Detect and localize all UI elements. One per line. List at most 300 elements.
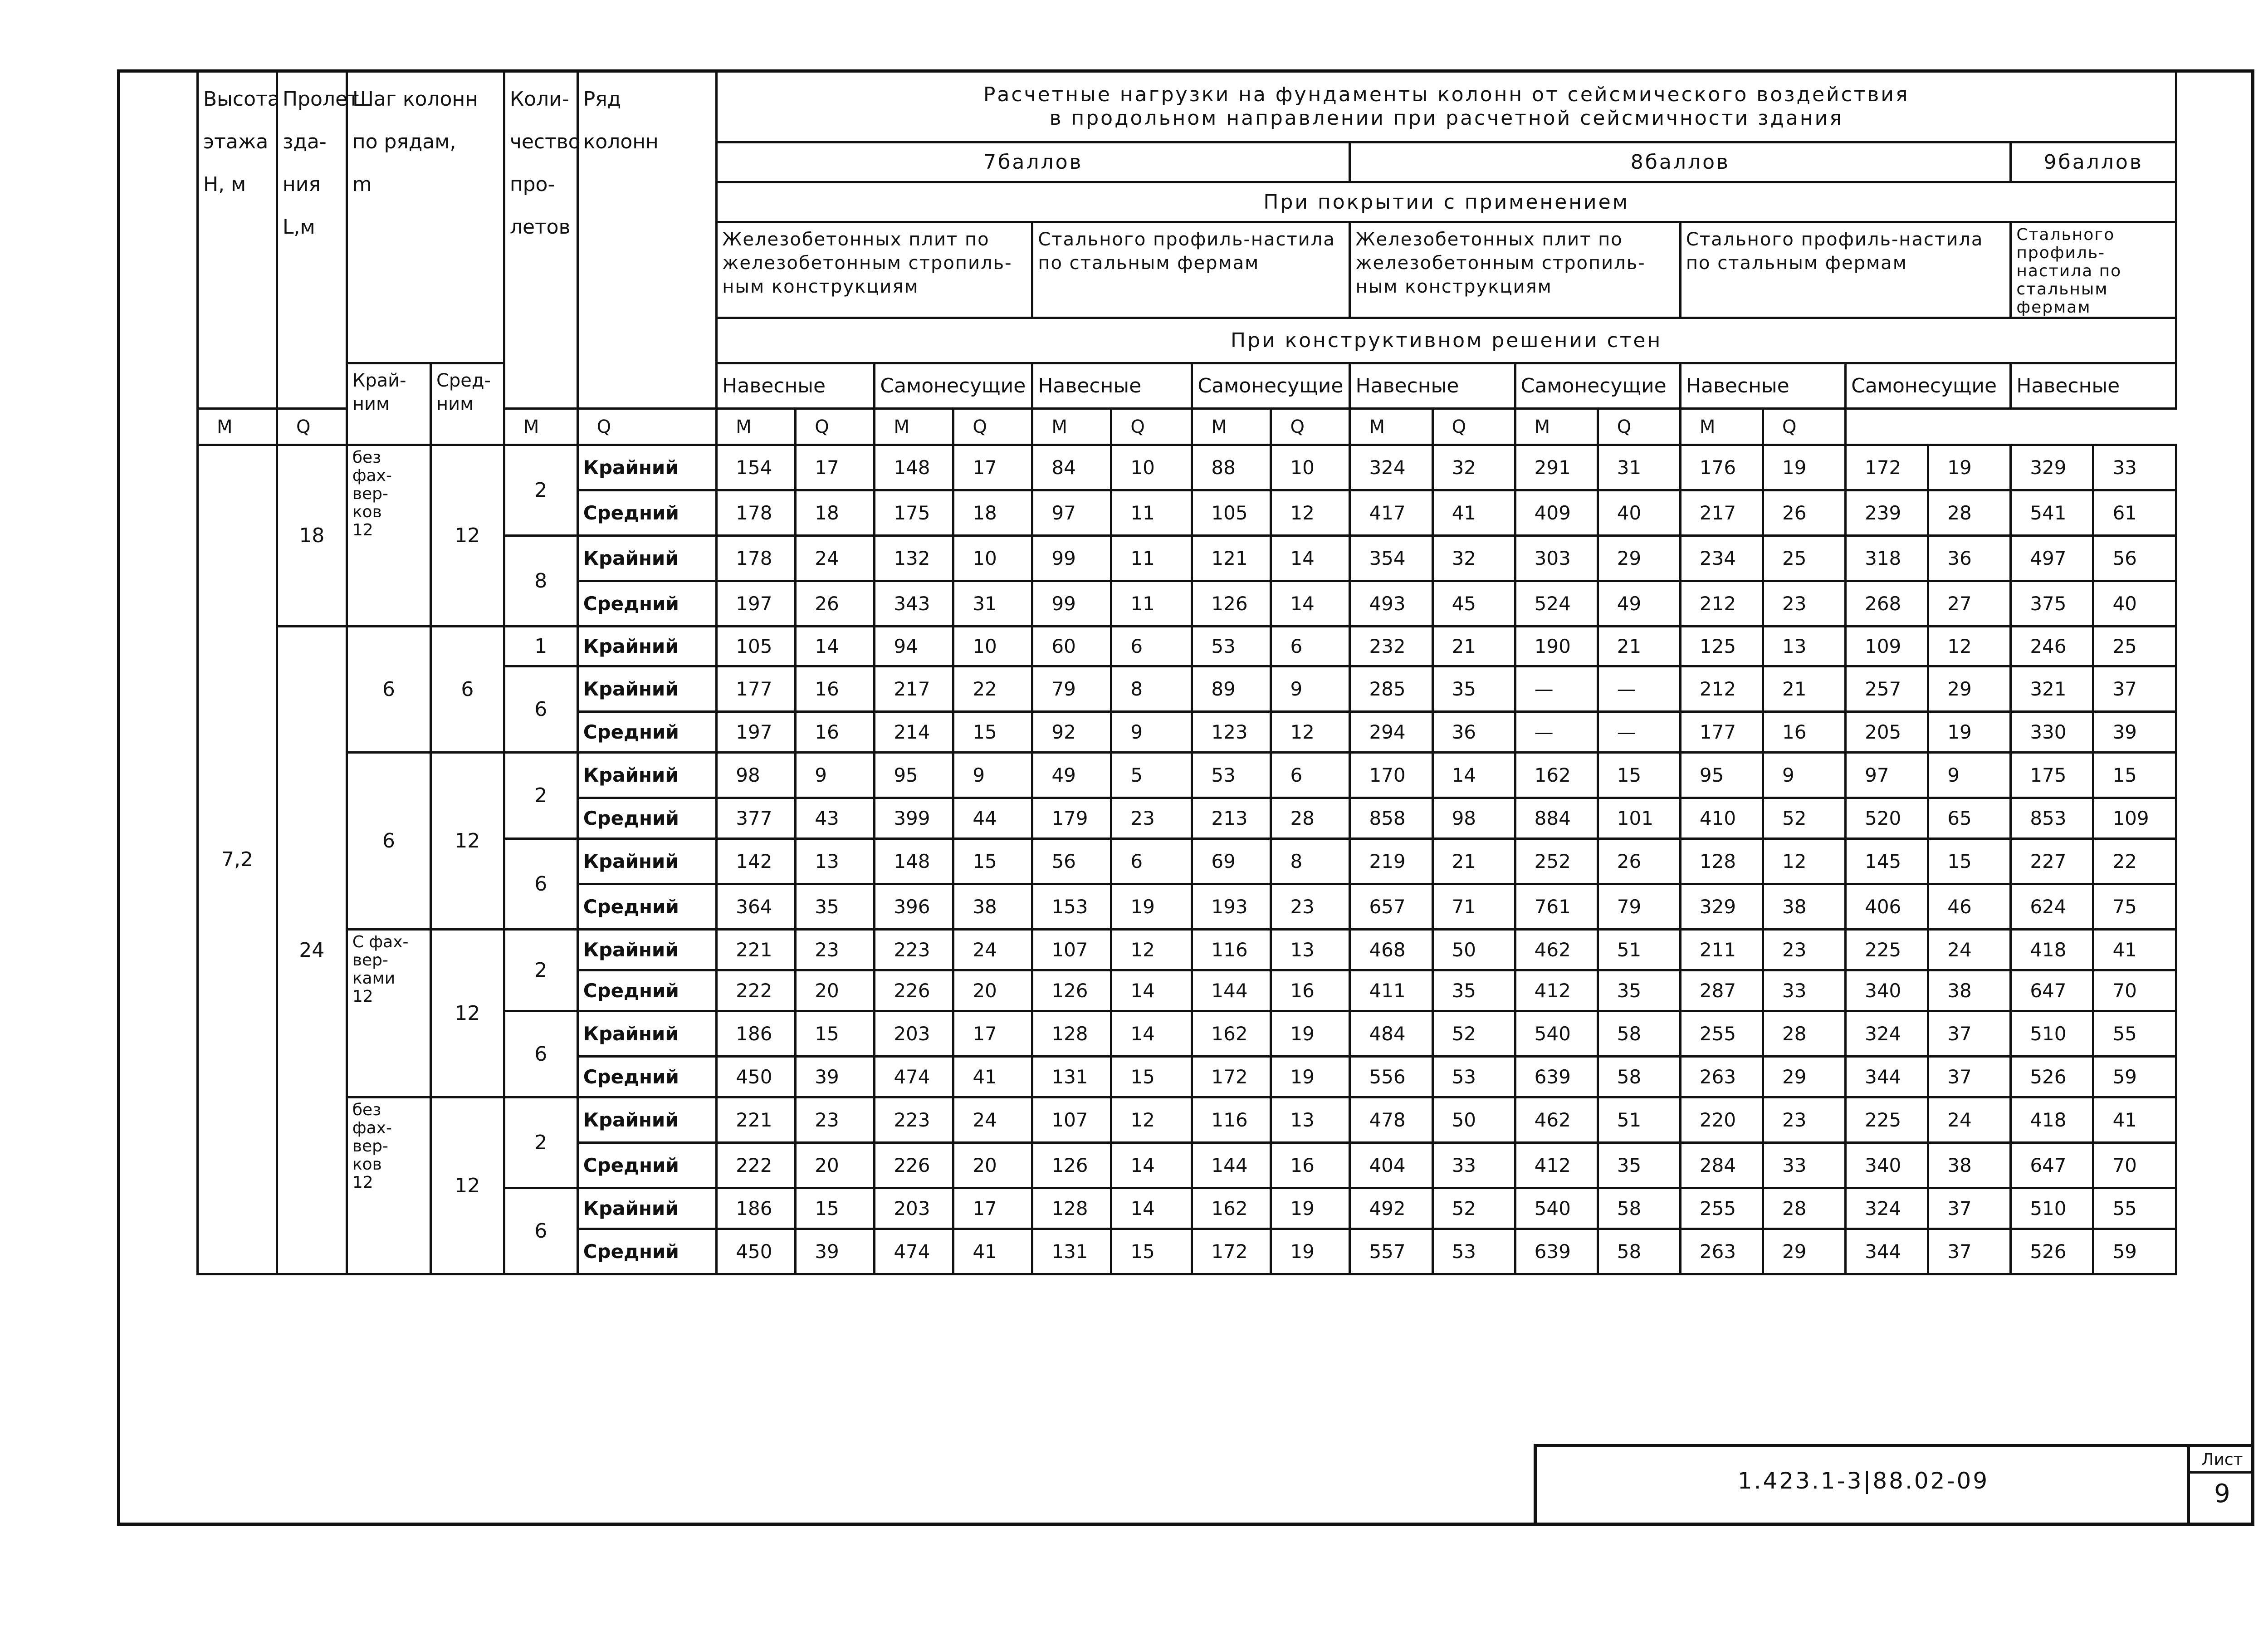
value-moment: 540 [1515, 1188, 1598, 1229]
value-moment: 364 [717, 884, 796, 930]
header-wall-type: Навесные [1032, 363, 1192, 409]
value-shear: 37 [2093, 666, 2176, 712]
value-shear: 10 [953, 536, 1032, 581]
header-column-row: Ряд колонн [577, 71, 717, 409]
value-shear: 14 [1271, 581, 1350, 627]
value-shear: 33 [1432, 1143, 1515, 1188]
row-position-label: Крайний [577, 536, 717, 581]
value-shear: 19 [1928, 712, 2011, 753]
value-moment: 153 [1032, 884, 1111, 930]
row-position-label: Средний [577, 798, 717, 839]
value-shear: 6 [1271, 753, 1350, 798]
row-position-label: Средний [577, 712, 717, 753]
value-shear: 37 [1928, 1188, 2011, 1229]
value-moment: 510 [2011, 1011, 2093, 1057]
value-moment: 92 [1032, 712, 1111, 753]
value-moment: 340 [1846, 1143, 1928, 1188]
value-shear: 37 [1928, 1229, 2011, 1274]
value-shear: 12 [1271, 490, 1350, 536]
value-moment: 205 [1846, 712, 1928, 753]
value-shear: 14 [796, 627, 875, 666]
value-moment: 94 [875, 627, 953, 666]
value-moment: 227 [2011, 839, 2093, 884]
value-moment: 49 [1032, 753, 1111, 798]
value-shear: 51 [1598, 1097, 1680, 1143]
value-shear: 12 [1111, 1097, 1192, 1143]
value-shear: 19 [1271, 1188, 1350, 1229]
group-count-2: 2 [504, 930, 577, 1011]
value-moment: 89 [1192, 666, 1271, 712]
group-span-18: 18 [277, 445, 347, 627]
header-moment: M [875, 409, 953, 445]
value-moment: 257 [1846, 666, 1928, 712]
value-shear: 12 [1111, 930, 1192, 970]
header-shear: Q [1763, 409, 1846, 445]
value-shear: 109 [2093, 798, 2176, 839]
value-moment: 145 [1846, 839, 1928, 884]
value-moment: 197 [717, 581, 796, 627]
header-table-title: Расчетные нагрузки на фундаменты колонн от сейсмического воздействия в продольном направлении при расчетной сейсмичности здания [717, 71, 2176, 142]
value-moment: 109 [1846, 627, 1928, 666]
value-moment: 263 [1680, 1229, 1763, 1274]
row-position-label: Средний [577, 1057, 717, 1097]
value-shear: 32 [1432, 445, 1515, 490]
value-moment: 232 [1350, 627, 1432, 666]
value-moment: 148 [875, 839, 953, 884]
group-count-2: 2 [504, 445, 577, 536]
value-moment: 284 [1680, 1143, 1763, 1188]
value-moment: 450 [717, 1229, 796, 1274]
value-moment: 239 [1846, 490, 1928, 536]
value-moment: 97 [1846, 753, 1928, 798]
value-moment: 172 [1846, 445, 1928, 490]
group-count-1: 1 [504, 627, 577, 666]
group-step-mid-6: 6 [430, 627, 504, 753]
header-wall-type: Навесные [717, 363, 875, 409]
value-moment: 853 [2011, 798, 2093, 839]
value-moment: 116 [1192, 1097, 1271, 1143]
header-cover-type: Стального профиль-настила по стальным фермам [1680, 222, 2010, 318]
value-moment: 105 [717, 627, 796, 666]
group-step-edge-6: 6 [347, 627, 430, 753]
value-shear: 15 [796, 1188, 875, 1229]
value-shear: 20 [953, 970, 1032, 1011]
group-step-mid-12: 12 [430, 930, 504, 1097]
value-shear: 26 [1598, 839, 1680, 884]
value-shear: 19 [1928, 445, 2011, 490]
value-moment: — [1515, 712, 1598, 753]
value-shear: 15 [953, 712, 1032, 753]
value-shear: 33 [2093, 445, 2176, 490]
row-position-label: Крайний [577, 1188, 717, 1229]
group-floor-height: 7,2 [198, 445, 277, 1274]
header-cover-type: Железобетонных плит по железобетонным стропиль-ным конструкциям [1350, 222, 1680, 318]
value-moment: — [1515, 666, 1598, 712]
value-moment: 412 [1515, 1143, 1598, 1188]
value-moment: 175 [875, 490, 953, 536]
value-shear: 39 [796, 1229, 875, 1274]
value-moment: 541 [2011, 490, 2093, 536]
value-moment: 125 [1680, 627, 1763, 666]
value-moment: 418 [2011, 930, 2093, 970]
value-shear: 39 [2093, 712, 2176, 753]
value-moment: 107 [1032, 1097, 1111, 1143]
value-shear: 36 [1928, 536, 2011, 581]
value-moment: 131 [1032, 1057, 1111, 1097]
value-moment: 246 [2011, 627, 2093, 666]
value-shear: 20 [796, 1143, 875, 1188]
group-step-mid-12: 12 [430, 1097, 504, 1274]
row-position-label: Средний [577, 970, 717, 1011]
value-moment: 324 [1846, 1188, 1928, 1229]
value-moment: 179 [1032, 798, 1111, 839]
value-moment: 193 [1192, 884, 1271, 930]
value-moment: 221 [717, 930, 796, 970]
value-moment: 492 [1350, 1188, 1432, 1229]
value-shear: 52 [1432, 1188, 1515, 1229]
header-shear: Q [1271, 409, 1350, 445]
group-count-8: 8 [504, 536, 577, 627]
value-shear: 9 [953, 753, 1032, 798]
value-moment: 468 [1350, 930, 1432, 970]
header-wall-type: Навесные [1680, 363, 1845, 409]
group-count-6: 6 [504, 666, 577, 753]
value-shear: 16 [1763, 712, 1846, 753]
value-moment: 126 [1192, 581, 1271, 627]
value-shear: 25 [1763, 536, 1846, 581]
value-shear: 38 [1763, 884, 1846, 930]
value-shear: 33 [1763, 970, 1846, 1011]
value-shear: 23 [1763, 930, 1846, 970]
value-moment: 462 [1515, 1097, 1598, 1143]
value-moment: 647 [2011, 1143, 2093, 1188]
value-shear: 49 [1598, 581, 1680, 627]
value-moment: 60 [1032, 627, 1111, 666]
group-count-2: 2 [504, 1097, 577, 1188]
value-shear: 41 [2093, 930, 2176, 970]
value-shear: 20 [953, 1143, 1032, 1188]
value-shear: 51 [1598, 930, 1680, 970]
header-wall-type: Самонесущие [1192, 363, 1350, 409]
value-shear: 40 [1598, 490, 1680, 536]
value-shear: 36 [1432, 712, 1515, 753]
header-column-step: Шаг колонн по рядам, m [347, 71, 504, 363]
value-moment: 162 [1192, 1011, 1271, 1057]
header-moment: M [1350, 409, 1432, 445]
value-moment: 399 [875, 798, 953, 839]
value-moment: 557 [1350, 1229, 1432, 1274]
value-shear: 15 [953, 839, 1032, 884]
value-moment: 418 [2011, 1097, 2093, 1143]
value-shear: 35 [1432, 970, 1515, 1011]
value-shear: 33 [1763, 1143, 1846, 1188]
value-moment: 132 [875, 536, 953, 581]
value-shear: 13 [1271, 1097, 1350, 1143]
value-moment: 377 [717, 798, 796, 839]
header-wall-type: Самонесущие [875, 363, 1032, 409]
header-wall-type: Самонесущие [1515, 363, 1680, 409]
header-intensity-8: 8баллов [1350, 142, 2011, 182]
value-moment: 217 [875, 666, 953, 712]
value-shear: 19 [1271, 1011, 1350, 1057]
value-shear: 22 [2093, 839, 2176, 884]
row-position-label: Крайний [577, 666, 717, 712]
value-moment: 526 [2011, 1057, 2093, 1097]
value-moment: 474 [875, 1057, 953, 1097]
value-shear: 6 [1111, 627, 1192, 666]
title-block-code-cell [1534, 1444, 2187, 1526]
value-moment: 354 [1350, 536, 1432, 581]
value-moment: 154 [717, 445, 796, 490]
value-shear: 11 [1111, 490, 1192, 536]
value-shear: 15 [2093, 753, 2176, 798]
value-shear: 37 [1928, 1057, 2011, 1097]
value-shear: 28 [1271, 798, 1350, 839]
value-moment: 219 [1350, 839, 1432, 884]
sheet-number: 9 [2214, 1479, 2230, 1508]
value-shear: 21 [1598, 627, 1680, 666]
value-shear: 24 [953, 930, 1032, 970]
value-shear: 35 [1432, 666, 1515, 712]
value-moment: 411 [1350, 970, 1432, 1011]
value-shear: 38 [953, 884, 1032, 930]
header-wall-type: Навесные [2011, 363, 2176, 409]
value-moment: 225 [1846, 1097, 1928, 1143]
value-shear: 15 [1111, 1057, 1192, 1097]
value-shear: 46 [1928, 884, 2011, 930]
value-moment: 340 [1846, 970, 1928, 1011]
value-moment: 170 [1350, 753, 1432, 798]
value-shear: 58 [1598, 1057, 1680, 1097]
row-position-label: Крайний [577, 445, 717, 490]
header-step-middle: Сред- ним [430, 363, 504, 445]
value-moment: 131 [1032, 1229, 1111, 1274]
value-shear: 11 [1111, 536, 1192, 581]
value-shear: 8 [1271, 839, 1350, 884]
value-moment: 186 [717, 1011, 796, 1057]
value-shear: 28 [1763, 1011, 1846, 1057]
value-shear: 17 [796, 445, 875, 490]
value-moment: 121 [1192, 536, 1271, 581]
value-shear: 5 [1111, 753, 1192, 798]
value-shear: 98 [1432, 798, 1515, 839]
value-moment: 639 [1515, 1057, 1598, 1097]
header-moment: M [1192, 409, 1271, 445]
value-moment: 213 [1192, 798, 1271, 839]
value-moment: 639 [1515, 1229, 1598, 1274]
value-shear: 29 [1763, 1229, 1846, 1274]
value-shear: 41 [2093, 1097, 2176, 1143]
value-shear: 15 [1111, 1229, 1192, 1274]
value-moment: 84 [1032, 445, 1111, 490]
value-moment: 186 [717, 1188, 796, 1229]
value-moment: 417 [1350, 490, 1432, 536]
value-moment: 255 [1680, 1188, 1763, 1229]
value-shear: 24 [1928, 930, 2011, 970]
value-shear: 31 [1598, 445, 1680, 490]
row-position-label: Крайний [577, 627, 717, 666]
value-shear: — [1598, 666, 1680, 712]
value-shear: 14 [1111, 1011, 1192, 1057]
value-shear: 13 [796, 839, 875, 884]
value-moment: 107 [1032, 930, 1111, 970]
header-cover-type: Стального профиль-настила по стальным фермам [1032, 222, 1350, 318]
value-shear: 14 [1111, 1188, 1192, 1229]
value-moment: 263 [1680, 1057, 1763, 1097]
value-moment: 223 [875, 1097, 953, 1143]
row-position-label: Крайний [577, 1097, 717, 1143]
value-moment: 462 [1515, 930, 1598, 970]
group-step-with-fachwerk: С фах- вер- ками 12 [347, 930, 430, 1097]
value-moment: 144 [1192, 970, 1271, 1011]
value-shear: 9 [1763, 753, 1846, 798]
value-moment: 291 [1515, 445, 1598, 490]
value-moment: 190 [1515, 627, 1598, 666]
value-moment: 450 [717, 1057, 796, 1097]
header-wall-type: Самонесущие [1846, 363, 2011, 409]
value-shear: 29 [1763, 1057, 1846, 1097]
header-span-count: Коли- чество про- летов [504, 71, 577, 409]
value-moment: 223 [875, 930, 953, 970]
value-moment: 175 [2011, 753, 2093, 798]
value-shear: 23 [1111, 798, 1192, 839]
value-moment: 226 [875, 1143, 953, 1188]
value-moment: 225 [1846, 930, 1928, 970]
value-moment: 409 [1515, 490, 1598, 536]
value-shear: 52 [1432, 1011, 1515, 1057]
value-moment: 294 [1350, 712, 1432, 753]
value-shear: 10 [953, 627, 1032, 666]
value-moment: 162 [1192, 1188, 1271, 1229]
value-shear: 45 [1432, 581, 1515, 627]
value-shear: 11 [1111, 581, 1192, 627]
value-shear: 58 [1598, 1188, 1680, 1229]
value-moment: 252 [1515, 839, 1598, 884]
value-shear: 13 [1763, 627, 1846, 666]
value-shear: 9 [1928, 753, 2011, 798]
value-moment: 404 [1350, 1143, 1432, 1188]
table-row [198, 627, 2176, 666]
value-moment: 56 [1032, 839, 1111, 884]
value-moment: 474 [875, 1229, 953, 1274]
value-shear: 12 [1271, 712, 1350, 753]
value-shear: 52 [1763, 798, 1846, 839]
value-moment: 220 [1680, 1097, 1763, 1143]
value-shear: 21 [1432, 839, 1515, 884]
value-moment: 162 [1515, 753, 1598, 798]
value-shear: 19 [1111, 884, 1192, 930]
header-shear: Q [1598, 409, 1680, 445]
header-shear: Q [1111, 409, 1192, 445]
value-shear: 20 [796, 970, 875, 1011]
sheet-number-cell [2187, 1444, 2254, 1526]
row-position-label: Средний [577, 1229, 717, 1274]
value-shear: 61 [2093, 490, 2176, 536]
value-moment: 493 [1350, 581, 1432, 627]
value-moment: 178 [717, 490, 796, 536]
group-step-no-fachwerk: без фах- вер- ков 12 [347, 1097, 430, 1274]
value-shear: 55 [2093, 1188, 2176, 1229]
value-shear: 58 [1598, 1229, 1680, 1274]
value-moment: 343 [875, 581, 953, 627]
value-shear: 101 [1598, 798, 1680, 839]
value-shear: 12 [1928, 627, 2011, 666]
value-moment: 484 [1350, 1011, 1432, 1057]
value-shear: 23 [1763, 581, 1846, 627]
table-row [198, 753, 2176, 798]
value-moment: 234 [1680, 536, 1763, 581]
table-row [198, 930, 2176, 970]
value-shear: 19 [1271, 1229, 1350, 1274]
header-intensity-7: 7баллов [717, 142, 1350, 182]
header-building-span: Пролет зда- ния L,м [277, 71, 347, 409]
row-position-label: Средний [577, 581, 717, 627]
value-shear: 9 [1271, 666, 1350, 712]
value-shear: 35 [1598, 970, 1680, 1011]
value-moment: 69 [1192, 839, 1271, 884]
value-shear: 43 [796, 798, 875, 839]
value-moment: 624 [2011, 884, 2093, 930]
value-shear: 70 [2093, 1143, 2176, 1188]
value-moment: 177 [1680, 712, 1763, 753]
value-moment: 53 [1192, 627, 1271, 666]
value-shear: 24 [953, 1097, 1032, 1143]
value-shear: 24 [796, 536, 875, 581]
value-moment: 526 [2011, 1229, 2093, 1274]
header-intensity-9: 9баллов [2011, 142, 2176, 182]
value-shear: 14 [1111, 1143, 1192, 1188]
group-count-6: 6 [504, 1011, 577, 1097]
value-shear: 16 [796, 666, 875, 712]
value-moment: 95 [1680, 753, 1763, 798]
value-moment: 99 [1032, 536, 1111, 581]
value-shear: 14 [1432, 753, 1515, 798]
value-shear: 16 [1271, 1143, 1350, 1188]
row-position-label: Крайний [577, 1011, 717, 1057]
title-block [1534, 1444, 2254, 1526]
value-shear: 23 [796, 1097, 875, 1143]
value-moment: 79 [1032, 666, 1111, 712]
value-moment: 540 [1515, 1011, 1598, 1057]
group-step-no-fachwerk: без фах- вер- ков 12 [347, 445, 430, 627]
value-moment: 406 [1846, 884, 1928, 930]
value-shear: 41 [1432, 490, 1515, 536]
value-moment: 524 [1515, 581, 1598, 627]
value-moment: 128 [1680, 839, 1763, 884]
header-moment: M [1515, 409, 1598, 445]
group-step-edge-6: 6 [347, 753, 430, 930]
value-moment: 88 [1192, 445, 1271, 490]
value-moment: 303 [1515, 536, 1598, 581]
value-shear: 17 [953, 1011, 1032, 1057]
value-shear: 12 [1763, 839, 1846, 884]
value-shear: 31 [953, 581, 1032, 627]
value-shear: 6 [1111, 839, 1192, 884]
value-shear: 19 [1271, 1057, 1350, 1097]
value-moment: 330 [2011, 712, 2093, 753]
value-moment: 99 [1032, 581, 1111, 627]
value-shear: 10 [1271, 445, 1350, 490]
loads-table [196, 69, 2177, 1275]
value-shear: 53 [1432, 1057, 1515, 1097]
value-shear: 15 [796, 1011, 875, 1057]
value-shear: 17 [953, 1188, 1032, 1229]
value-shear: 32 [1432, 536, 1515, 581]
header-floor-height: Высота этажа Н, м [198, 71, 277, 409]
group-count-6: 6 [504, 839, 577, 930]
group-span-24: 24 [277, 627, 347, 1274]
value-moment: 556 [1350, 1057, 1432, 1097]
